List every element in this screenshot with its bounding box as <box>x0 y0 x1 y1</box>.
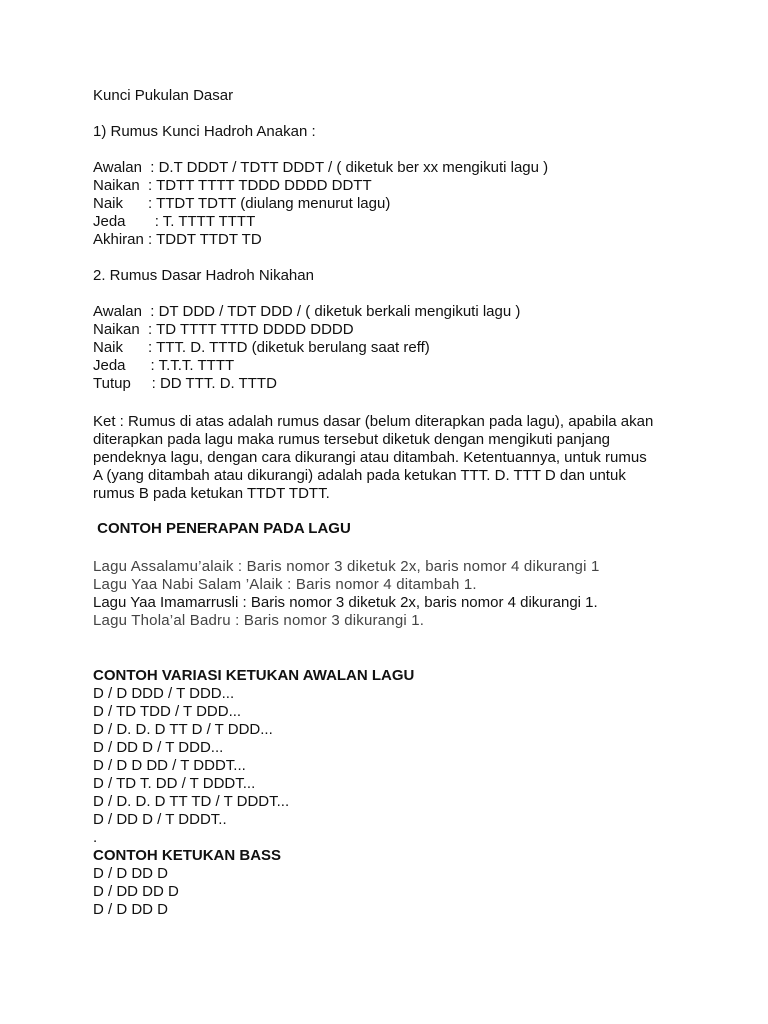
contoh-penerapan-line: Lagu Thola’al Badru : Baris nomor 3 dikurangi 1. <box>93 612 425 629</box>
contoh-variasi-line: D / D DDD / T DDD... <box>93 685 235 702</box>
section-1-line: Naikan : TDTT TTTT TDDD DDDD DDTT <box>93 177 372 194</box>
section-1-line: Naik : TTDT TDTT (diulang menurut lagu) <box>93 195 391 212</box>
ket-line: pendeknya lagu, dengan cara dikurangi atau ditambah. Ketentuannya, untuk rumus <box>93 449 647 466</box>
contoh-variasi-section <box>93 667 733 919</box>
section-2-line: Naikan : TD TTTT TTTD DDDD DDDD <box>93 321 354 338</box>
contoh-penerapan-line: Lagu Assalamu’alaik : Baris nomor 3 diketuk 2x, baris nomor 4 dikurangi 1 <box>93 558 600 575</box>
contoh-bass-line: D / D DD D <box>93 865 168 882</box>
section-1-line: Akhiran : TDDT TTDT TD <box>93 231 262 248</box>
contoh-bass-line: D / DD DD D <box>93 883 179 900</box>
section-2-line: Naik : TTT. D. TTTD (diketuk berulang saat reff) <box>93 339 430 356</box>
contoh-penerapan-line: Lagu Yaa Imamarrusli : Baris nomor 3 diketuk 2x, baris nomor 4 dikurangi 1. <box>93 594 598 611</box>
section-2-line: Tutup : DD TTT. D. TTTD <box>93 375 277 392</box>
section-2-heading: 2. Rumus Dasar Hadroh Nikahan <box>93 267 314 284</box>
contoh-variasi-line: D / D. D. D TT D / T DDD... <box>93 721 273 738</box>
section-2 <box>93 267 733 285</box>
document-title-block <box>93 87 733 105</box>
contoh-bass-line: D / D DD D <box>93 901 168 918</box>
section-1-line: Jeda : T. TTTT TTTT <box>93 213 256 230</box>
contoh-penerapan-lines <box>93 558 733 630</box>
contoh-variasi-line: D / TD TDD / T DDD... <box>93 703 242 720</box>
contoh-penerapan-heading: CONTOH PENERAPAN PADA LAGU <box>93 520 351 537</box>
section-2-line: Awalan : DT DDD / TDT DDD / ( diketuk berkali mengikuti lagu ) <box>93 303 521 320</box>
section-2-line: Jeda : T.T.T. TTTT <box>93 357 235 374</box>
section-1 <box>93 123 733 141</box>
ket-line: Ket : Rumus di atas adalah rumus dasar (belum diterapkan pada lagu), apabila akan <box>93 413 654 430</box>
section-1-heading: 1) Rumus Kunci Hadroh Anakan : <box>93 123 316 140</box>
contoh-variasi-line: D / D. D. D TT TD / T DDDT... <box>93 793 290 810</box>
section-1-lines <box>93 159 733 249</box>
contoh-penerapan-section <box>93 520 733 538</box>
contoh-variasi-line: D / DD D / T DDDT.. <box>93 811 227 828</box>
contoh-penerapan-line: Lagu Yaa Nabi Salam ’Alaik : Baris nomor 4 ditambah 1. <box>93 576 477 593</box>
ket-line: rumus B pada ketukan TTDT TDTT. <box>93 485 330 502</box>
section-1-line: Awalan : D.T DDDT / TDTT DDDT / ( diketuk ber xx mengikuti lagu ) <box>93 159 549 176</box>
contoh-variasi-line: D / DD D / T DDD... <box>93 739 224 756</box>
ket-line: A (yang ditambah atau dikurangi) adalah pada ketukan TTT. D. TTT D dan untuk <box>93 467 626 484</box>
document-title: Kunci Pukulan Dasar <box>93 87 234 104</box>
contoh-variasi-line: D / TD T. DD / T DDDT... <box>93 775 256 792</box>
ket-paragraph <box>93 413 733 503</box>
ket-line: diterapkan pada lagu maka rumus tersebut diketuk dengan mengikuti panjang <box>93 431 611 448</box>
section-2-lines <box>93 303 733 393</box>
contoh-variasi-heading: CONTOH VARIASI KETUKAN AWALAN LAGU <box>93 667 415 684</box>
contoh-variasi-line: . <box>93 829 98 846</box>
contoh-variasi-line: D / D D DD / T DDDT... <box>93 757 246 774</box>
contoh-bass-heading: CONTOH KETUKAN BASS <box>93 847 282 864</box>
